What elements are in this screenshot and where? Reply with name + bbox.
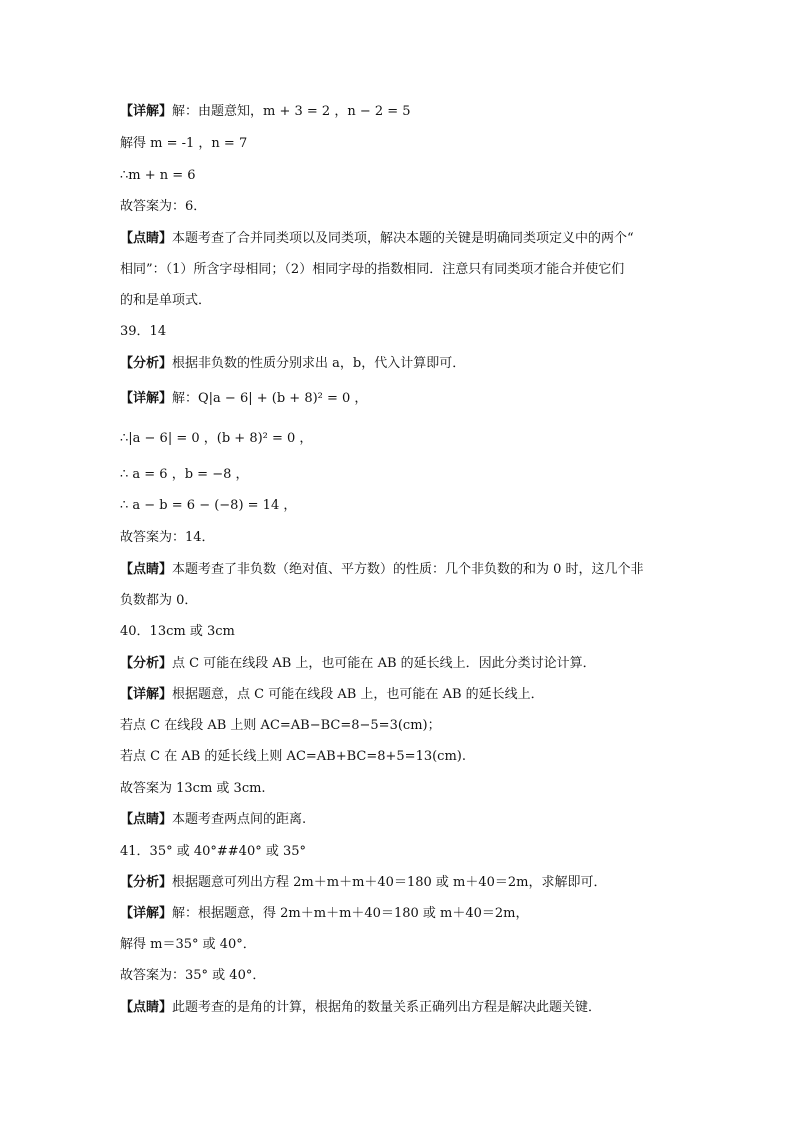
text-line [120,811,680,829]
text-line [120,529,680,547]
text-line [120,717,680,735]
line-text: 的和是单项式． [120,293,212,308]
line-text: 此题考查的是角的计算，根据角的数量关系正确列出方程是解决此题关键． [172,1000,602,1015]
line-text: 故答案为 13cm 或 3cm. [120,781,266,796]
line-text: 本题考查了非负数（绝对值、平方数）的性质：几个非负数的和为 0 时，这几个非 [172,562,644,577]
section-tag: 【详解】 [120,391,173,406]
text-line [120,780,680,798]
text-line [120,592,680,610]
line-text: 若点 C 在 AB 的延长线上则 AC=AB+BC=8+5=13(cm). [120,749,466,764]
line-text: 根据非负数的性质分别求出 a，b，代入计算即可． [172,356,466,371]
line-text: ∴|a − 6| = 0 ，(b + 8)² = 0 ， [120,431,313,446]
section-tag: 【点睛】 [120,1000,173,1015]
section-tag: 【点睛】 [120,231,173,246]
line-text: ∴m + n = 6 [120,168,196,183]
line-text: 解：由题意知，m + 3 = 2 ，n − 2 = 5 [172,104,411,119]
text-line [120,466,680,484]
text-line [120,230,680,248]
line-text: 故答案为：35° 或 40°． [120,968,266,983]
text-line [120,843,680,861]
text-line [120,198,680,216]
line-text: 解得 m = -1 ，n = 7 [120,136,248,151]
text-line [120,748,680,766]
line-text: 本题考查了合并同类项以及同类项，解决本题的关键是明确同类项定义中的两个“ [172,231,634,246]
line-text: 解得 m＝35° 或 40°． [120,937,256,952]
line-text: ∴ a = 6 ，b = −8 ， [120,467,249,482]
section-tag: 【分析】 [120,356,173,371]
line-text: 相同”：（1）所含字母相同；（2）相同字母的指数相同．注意只有同类项才能合并使它们 [120,262,625,277]
line-text: 本题考查两点间的距离. [172,812,307,827]
line-text: ∴ a − b = 6 − (−8) = 14 ， [120,498,297,513]
section-tag: 【分析】 [120,656,173,671]
line-text: 点 C 可能在线段 AB 上，也可能在 AB 的延长线上．因此分类讨论计算． [172,656,596,671]
text-line [120,623,680,641]
line-text: 解：根据题意，得 2m＋m＋m＋40＝180 或 m＋40＝2m， [172,906,529,921]
line-text: 故答案为：14． [120,530,215,545]
text-line [120,292,680,310]
section-tag: 【分析】 [120,875,173,890]
section-tag: 【详解】 [120,687,173,702]
line-text: 解：Q|a − 6| + (b + 8)² = 0 ， [172,391,368,406]
text-line [120,874,680,892]
text-line [120,103,680,121]
line-text: 40．13cm 或 3cm [120,624,235,639]
text-line [120,261,680,279]
section-tag: 【详解】 [120,104,173,119]
line-text: 若点 C 在线段 AB 上则 AC=AB−BC=8−5=3(cm)； [120,718,441,733]
line-text: 41．35° 或 40°##40° 或 35° [120,844,307,859]
text-line [120,135,680,153]
text-line [120,655,680,673]
text-line [120,561,680,579]
text-line [120,905,680,923]
text-line [120,686,680,704]
text-line [120,167,680,185]
section-tag: 【详解】 [120,906,173,921]
text-line [120,967,680,985]
line-text: 故答案为：6． [120,199,207,214]
line-text: 根据题意，点 C 可能在线段 AB 上，也可能在 AB 的延长线上． [172,687,544,702]
line-text: 根据题意可列出方程 2m＋m＋m＋40＝180 或 m＋40＝2m，求解即可． [172,875,607,890]
line-text: 负数都为 0． [120,593,198,608]
line-text: 39．14 [120,324,167,339]
text-line [120,390,680,408]
section-tag: 【点睛】 [120,562,173,577]
text-line [120,323,680,341]
text-line [120,936,680,954]
text-line [120,497,680,515]
text-line [120,999,680,1017]
text-line [120,355,680,373]
text-line [120,430,680,448]
section-tag: 【点睛】 [120,812,173,827]
